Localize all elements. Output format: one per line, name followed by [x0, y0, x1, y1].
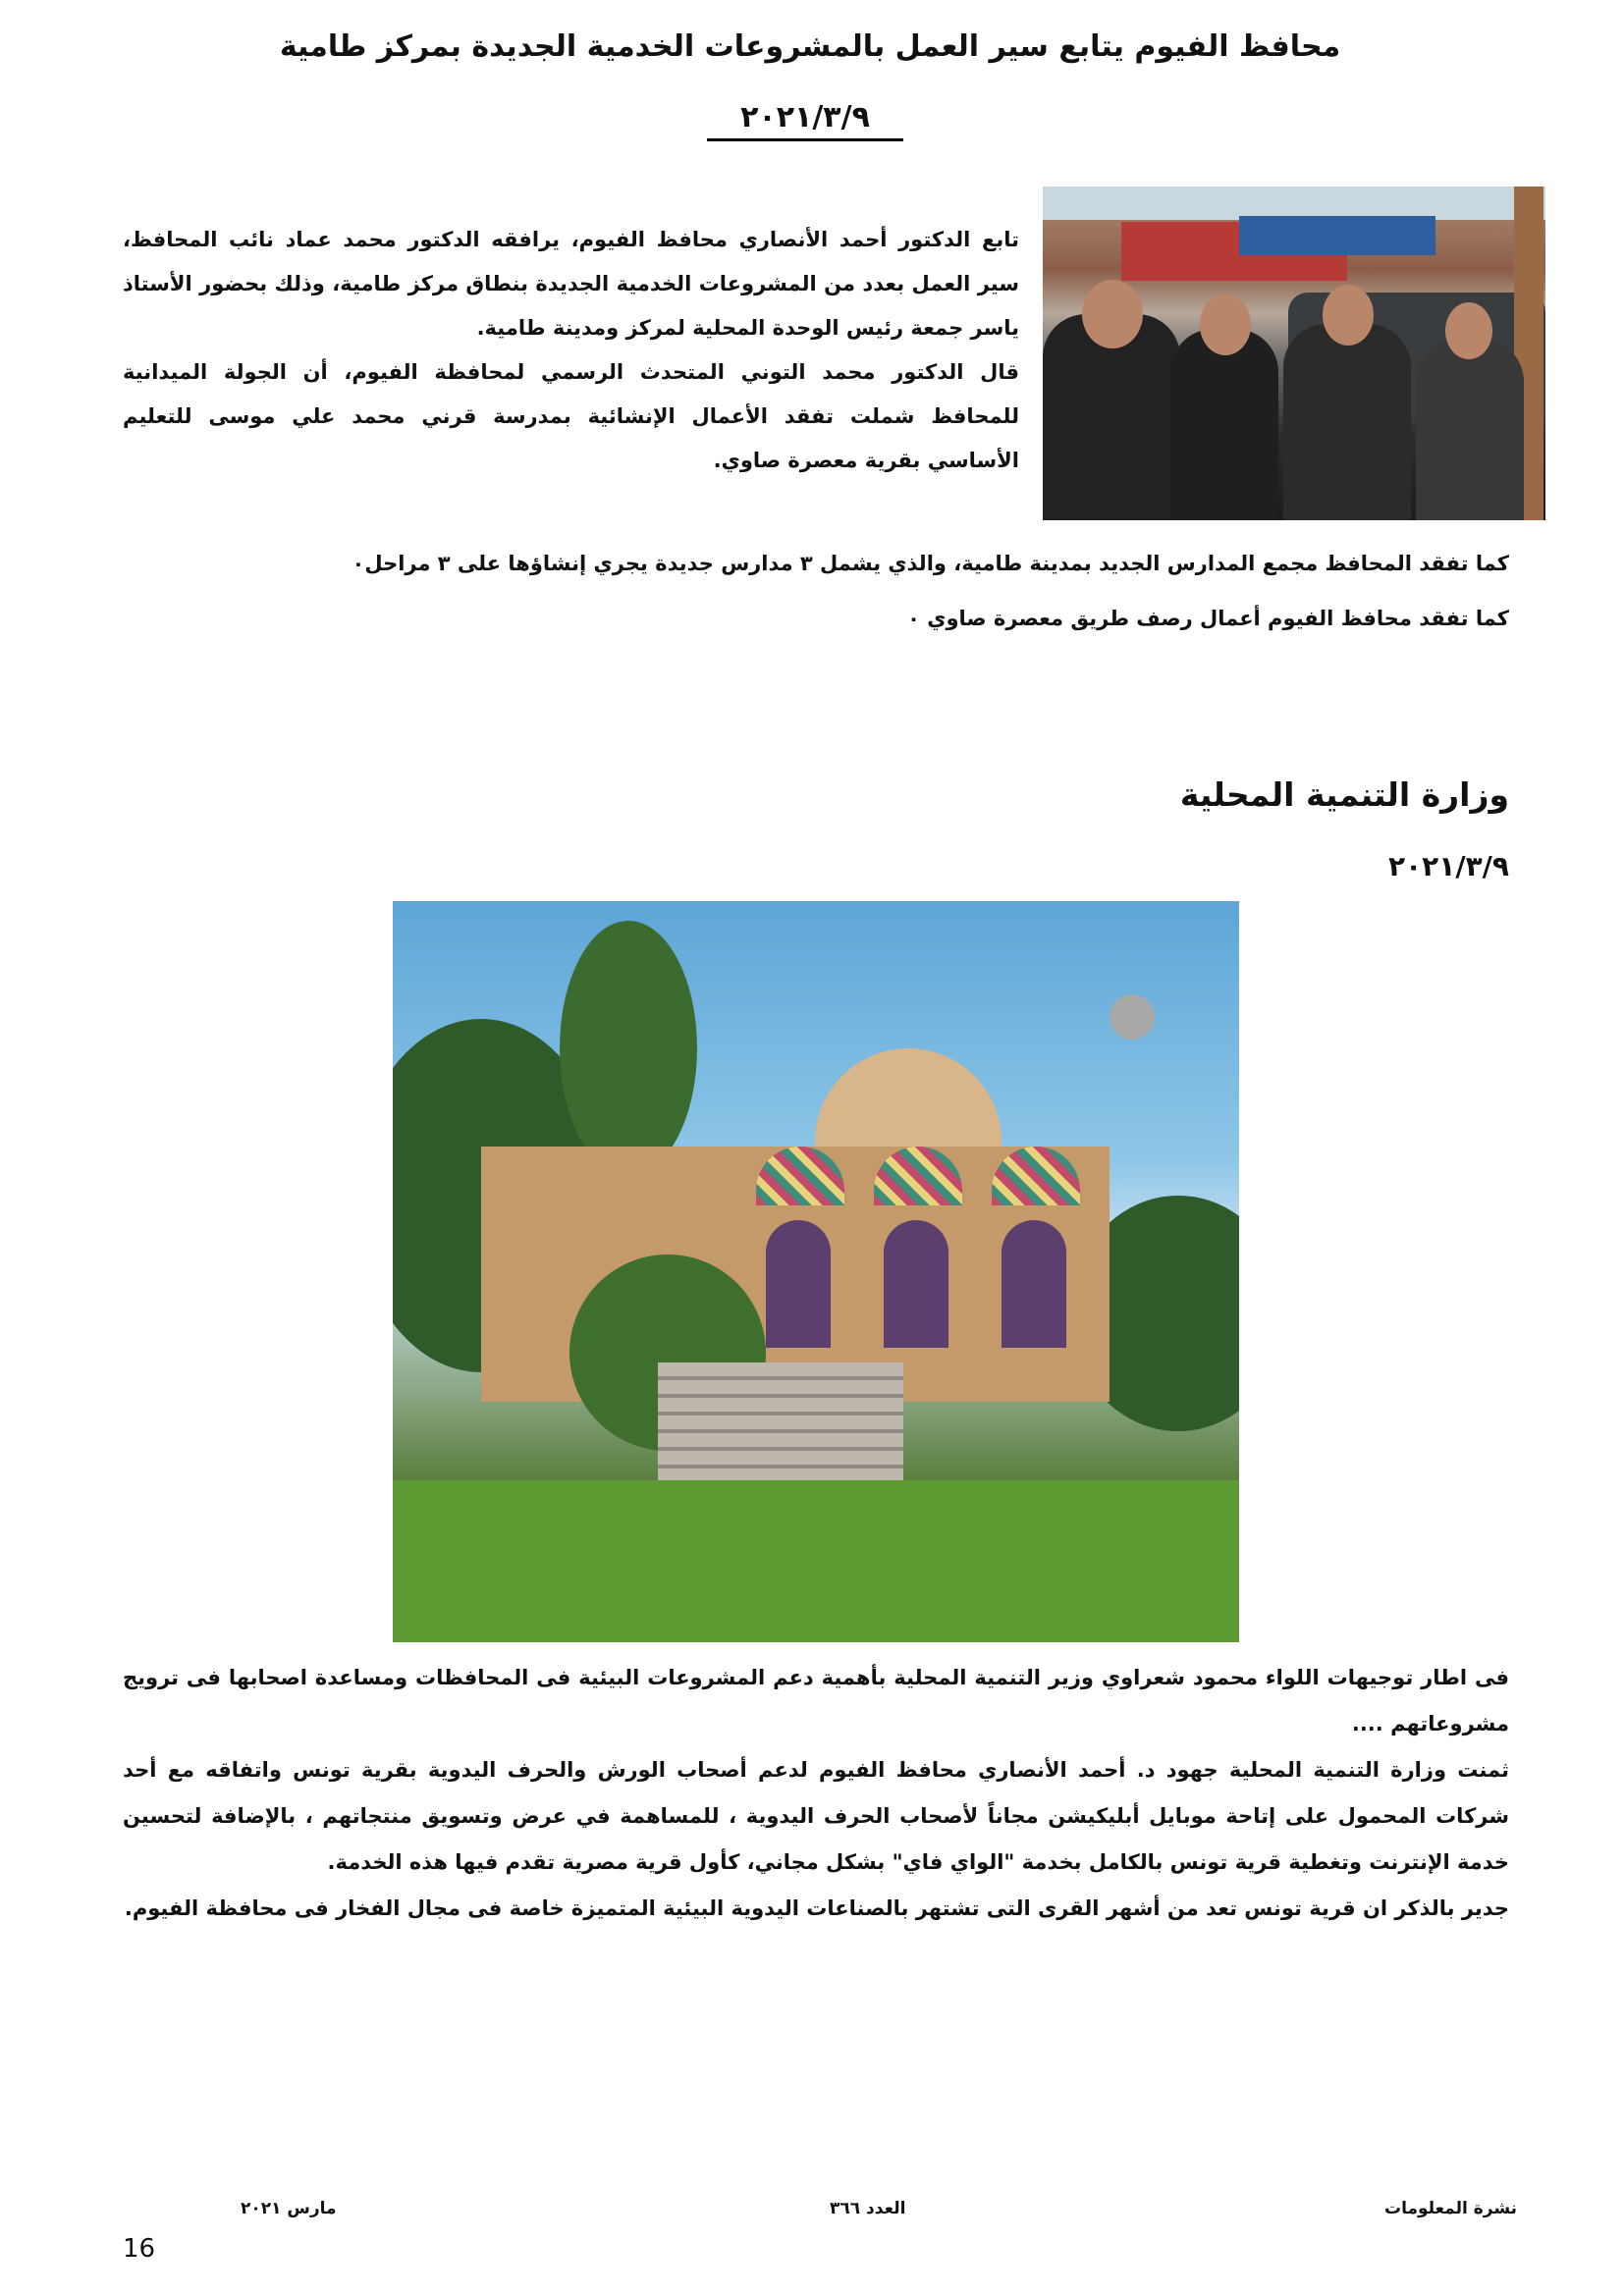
article-body-top: [123, 218, 1019, 483]
article-paragraph: قال الدكتور محمد التوني المتحدث الرسمي لمحافظة الفيوم، أن الجولة الميدانية للمحافظ شملت تفقد الأعمال الإنشائية بمدرسة قرني محمد علي موسى للتعليم الأساسي بقرية معصرة صاوي.: [123, 360, 1019, 472]
tunis-village-house-photo: [393, 901, 1239, 1642]
article-body-bottom: [123, 1655, 1509, 1932]
footer-publication: نشرة المعلومات: [1384, 2199, 1518, 2218]
footer-month: مارس ٢٠٢١: [241, 2199, 337, 2218]
page-number: 16: [123, 2234, 156, 2264]
section-date: ٢٠٢١/٣/٩: [1388, 850, 1509, 882]
article-date: ٢٠٢١/٣/٩: [707, 100, 903, 141]
article-paragraph: تابع الدكتور أحمد الأنصاري محافظ الفيوم، يرافقه الدكتور محمد عماد نائب المحافظ، سير العمل بعدد من المشروعات الخدمية الجديدة بنطاق مركز طامية، وذلك بحضور الأستاذ ياسر جمعة رئيس الوحدة المحلية لمركز ومدينة طامية.: [123, 228, 1019, 340]
article-title: محافظ الفيوم يتابع سير العمل بالمشروعات الخدمية الجديدة بمركز طامية: [279, 29, 1341, 64]
article-paragraph: كما تفقد محافظ الفيوم أعمال رصف طريق معصرة صاوي ٠: [907, 607, 1509, 630]
article-paragraph: ثمنت وزارة التنمية المحلية جهود د. أحمد الأنصاري محافظ الفيوم لدعم أصحاب الورش والحرف اليدوية بقرية تونس واتفاقه مع أحد شركات المحمول على إتاحة موبايل أبليكيشن مجاناً لأصحاب الحرف اليدوية ، للمساهمة في عرض وتسويق منتجاتهم ، بالإضافة لتحسين خدمة الإنترنت وتغطية قرية تونس بالكامل بخدمة "الواي فاي" بشكل مجاني، كأول قرية مصرية تقدم فيها هذه الخدمة.: [123, 1758, 1509, 1874]
footer-issue: العدد ٣٦٦: [830, 2199, 906, 2218]
article-paragraph: جدير بالذكر ان قرية تونس تعد من أشهر القرى التى تشتهر بالصناعات اليدوية البيئية المتميزة خاصة فى مجال الفخار فى محافظة الفيوم.: [124, 1896, 1509, 1920]
section-title: وزارة التنمية المحلية: [1179, 775, 1509, 814]
article-paragraph: كما تفقد المحافظ مجمع المدارس الجديد بمدينة طامية، والذي يشمل ٣ مدارس جديدة يجري إنشاؤها على ٣ مراحل٠: [352, 552, 1509, 575]
governor-inspection-photo: [1043, 187, 1545, 520]
article-paragraph: فى اطار توجيهات اللواء محمود شعراوي وزير التنمية المحلية بأهمية دعم المشروعات البيئية فى المحافظات ومساعدة اصحابها فى ترويج مشروعاتهم ....: [123, 1666, 1509, 1735]
